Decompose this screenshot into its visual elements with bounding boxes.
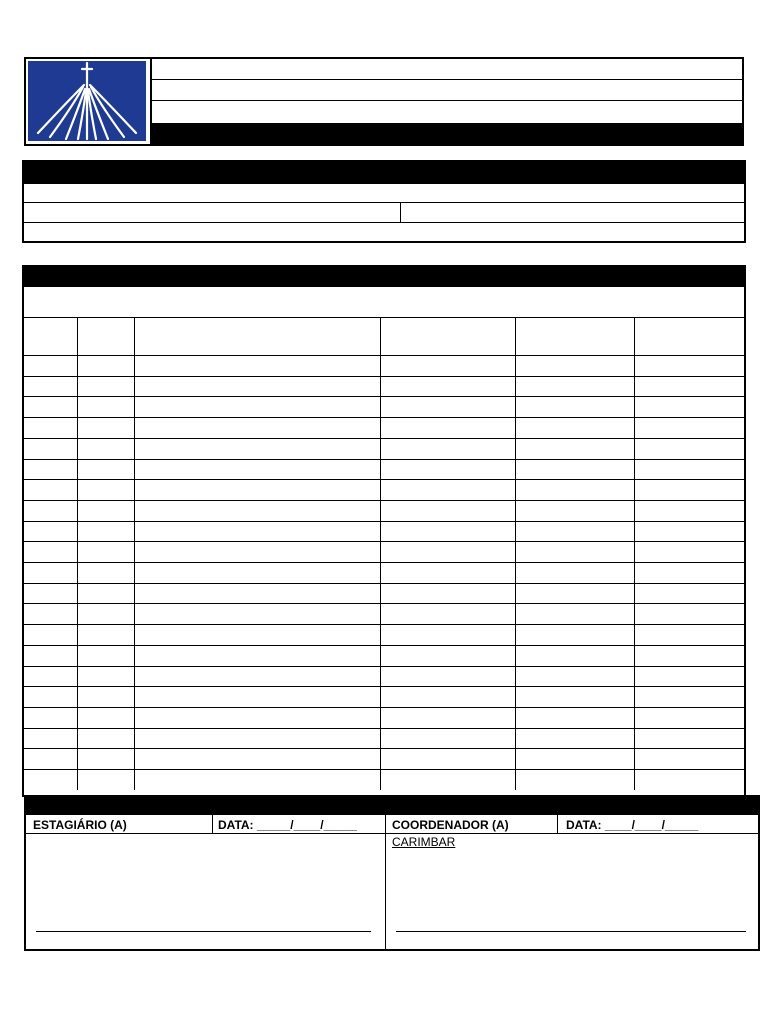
header-field-divider (152, 100, 742, 101)
table-row[interactable] (24, 624, 744, 625)
table-row[interactable] (24, 376, 744, 377)
table-column-divider (515, 317, 516, 790)
table-row[interactable] (24, 562, 744, 563)
table-row[interactable] (24, 645, 744, 646)
table-row[interactable] (24, 603, 744, 604)
table-column-divider (380, 317, 381, 790)
header-box (24, 57, 744, 146)
info-row-divider (24, 202, 744, 203)
table-row[interactable] (24, 396, 744, 397)
table-row[interactable] (24, 417, 744, 418)
table-row[interactable] (24, 686, 744, 687)
table-column-divider (634, 317, 635, 790)
signature-center-divider (385, 815, 386, 951)
intern-date-field[interactable]: DATA: _____/____/_____ (218, 818, 357, 832)
intern-label: ESTAGIÁRIO (A) (33, 818, 127, 832)
table-row[interactable] (24, 707, 744, 708)
header-field-divider (152, 79, 742, 80)
table-title-divider (24, 317, 744, 318)
table-row[interactable] (24, 541, 744, 542)
table-row[interactable] (24, 500, 744, 501)
table-column-divider (77, 317, 78, 790)
activities-table (22, 265, 746, 797)
signature-box (24, 795, 760, 951)
coordinator-signature-line[interactable] (396, 931, 746, 932)
coordinator-date-field[interactable]: DATA: ____/____/_____ (566, 818, 699, 832)
table-row[interactable] (24, 521, 744, 522)
cathedral-logo-icon (28, 61, 146, 141)
stamp-label: CARIMBAR (392, 835, 456, 849)
table-row[interactable] (24, 748, 744, 749)
intern-signature-line[interactable] (36, 931, 371, 932)
table-row[interactable] (24, 583, 744, 584)
info-black-band (24, 162, 744, 184)
coordinator-date-divider (557, 815, 558, 833)
info-row-divider (24, 222, 744, 223)
info-box (22, 160, 746, 243)
header-title-fields (150, 59, 742, 144)
table-row[interactable] (24, 355, 744, 356)
intern-date-divider (212, 815, 213, 833)
signature-black-band (26, 797, 758, 815)
table-row[interactable] (24, 769, 744, 770)
info-column-divider (400, 202, 401, 222)
header-black-band (152, 123, 742, 144)
table-black-band (24, 267, 744, 287)
table-column-divider (134, 317, 135, 790)
coordinator-label: COORDENADOR (A) (392, 818, 509, 832)
table-row[interactable] (24, 728, 744, 729)
table-row[interactable] (24, 459, 744, 460)
institution-logo (28, 61, 146, 141)
table-row[interactable] (24, 666, 744, 667)
table-row[interactable] (24, 438, 744, 439)
table-row[interactable] (24, 479, 744, 480)
